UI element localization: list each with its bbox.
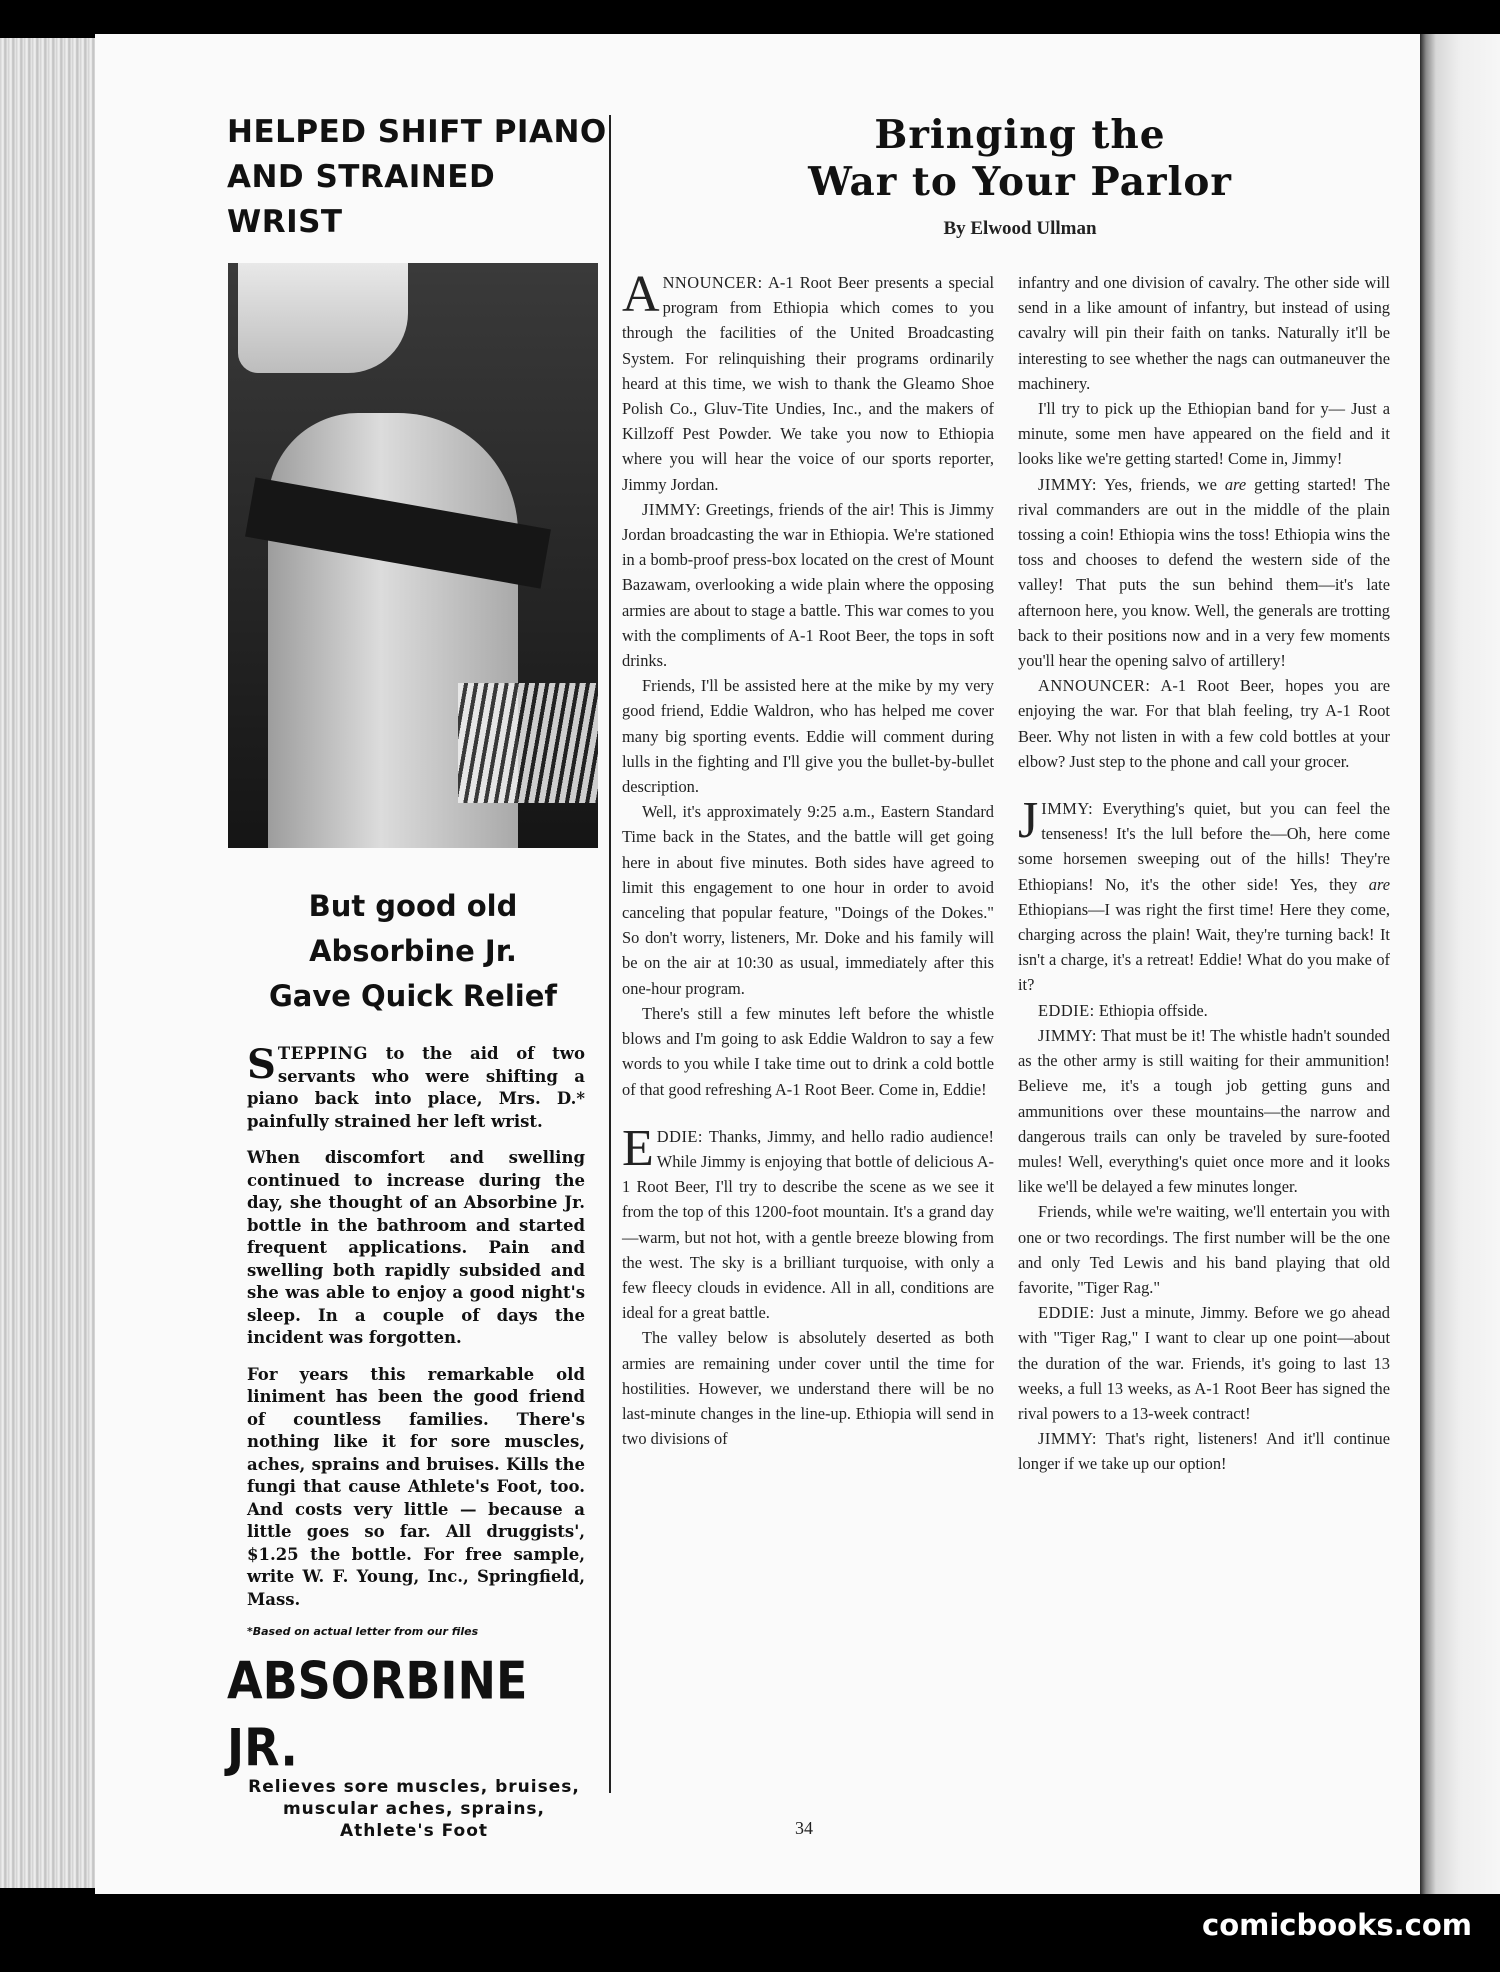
article-paragraph: EDDIE: Just a minute, Jimmy. Before we go ahead with "Tiger Rag," I want to clear up one point—about the duration of the war. Friends, it's going to last 13 weeks, a full 13 weeks, as A-1 Root Beer has signed the rival powers to a 13-week contract! <box>1018 1303 1390 1423</box>
article-column-1 <box>622 266 995 1451</box>
article-paragraph: Friends, I'll be assisted here at the mike by my very good friend, Eddie Waldron, who has helped me cover many big sporting events. Eddie will comment during lulls in the fighting and I'll give you the bullet-by-bullet description. <box>622 676 994 797</box>
ad-body <box>247 1043 585 1611</box>
article-paragraph: ANNOUNCER: A-1 Root Beer, hopes you are enjoying the war. For that blah feeling, try A-1 Root Beer. Why not listen in with a few cold bottles at your elbow? Just step to the phone and call your grocer. <box>1018 676 1390 771</box>
ad-paragraph: STEPPING to the aid of two servants who were shifting a piano back into place, Mrs. D.* painfully strained her left wrist. <box>247 1041 585 1131</box>
book-gutter <box>1420 34 1500 1894</box>
ad-sub-line1: But good old <box>308 889 518 923</box>
article-paragraph: EDDIE: Ethiopia offside. <box>1038 1000 1208 1020</box>
ad-brand-logo: ABSORBINE JR. <box>227 1650 528 1778</box>
byline: By Elwood Ullman <box>943 218 1097 239</box>
article-paragraph: JIMMY: Yes, friends, we are getting started! The rival commanders are out in the middle of the plain tossing a coin! Ethiopia wins the toss! Ethiopia wins the toss and chooses to defend the western side of the valley! That puts the sun behind them—it's late afternoon here, you know. Well, the generals are trotting back to their positions now and in a very few moments you'll hear the opening salvo of artillery! <box>1018 474 1391 671</box>
article-paragraph: I'll try to pick up the Ethiopian band for y— Just a minute, some men have appeared on the field and it looks like we're getting started! Come in, Jimmy! <box>1018 399 1390 469</box>
article-column-2 <box>1018 270 1390 1477</box>
article-paragraph: JIMMY: Everything's quiet, but you can feel the tenseness! It's the lull before the—Oh, here come some horsemen sweeping out of the hills! They're Ethiopians! No, it's the other side! Yes, they are Ethiopians—I was right the first time! Here they come, charging across the plain! Wait, they're turning back! It isn't a charge, it's a retreat! Eddie! What do you make of it? <box>1018 792 1390 995</box>
ad-paragraph: When discomfort and swelling continued to increase during the day, she thought of an Absorbine Jr. bottle in the bathroom and started frequent applications. Pain and swelling both rapidly subsided and she was able to enjoy a good night's sleep. In a couple of days the incident was forgotten. <box>247 1148 585 1347</box>
article-paragraph: EDDIE: Thanks, Jimmy, and hello radio audience! While Jimmy is enjoying that bottle of delicious A-1 Root Beer, I'll try to describe the scene as we see it from the top of this 1200-foot mountain. It's a grand day—warm, but not hot, with a gentle breeze blowing from the west. The sky is a brilliant turquoise, with only a few fleecy clouds in evidence. All in all, conditions are ideal for a great battle. <box>622 1119 994 1323</box>
article-paragraph: JIMMY: That must be it! The whistle hadn't sounded as the other army is still waiting for their ammunition! Believe me, it's a tough job getting guns and ammunitions over these mountains—the narrow and dangerous trails can only be traveled by sure-footed mules! Well, everything's quiet once more and it looks like we'll be delayed a few minutes longer. <box>1018 1025 1390 1197</box>
article-paragraph: infantry and one division of cavalry. The other side will send in a like amount of infantry, but instead of using cavalry will pin their faith on tanks. Naturally it'll be interesting to see whether the nags can outmaneuver the machinery. <box>1018 273 1390 393</box>
ad-headline-line2: AND STRAINED WRIST <box>227 159 496 240</box>
article-paragraph: ANNOUNCER: A-1 Root Beer presents a special program from Ethiopia which comes to you through the facilities of the United Broadcasting System. For relinquishing their programs ordinarily heard at this time, we wish to thank the Gleamo Shoe Polish Co., Gluv-Tite Undies, Inc., and the makers of Killzoff Pest Powder. We take you now to Ethiopia where you will hear the voice of our sports reporter, Jimmy Jordan. <box>622 266 994 494</box>
drop-cap: A <box>622 266 660 323</box>
column-divider <box>609 115 611 1793</box>
ad-subheadline <box>228 884 598 1019</box>
ad-headline-line1: HELPED SHIFT PIANO <box>227 114 607 150</box>
article-paragraph: Friends, while we're waiting, we'll entertain you with one or two recordings. The first number will be the one and only Ted Lewis and his band playing that old favorite, "Tiger Rag." <box>1018 1202 1390 1297</box>
article-paragraph: Well, it's approximately 9:25 a.m., Eastern Standard Time back in the States, and the battle will get going here in about five minutes. Both sides have agreed to limit this engagement to one hour in order to avoid canceling that popular feature, "Doings of the Dokes." So don't worry, listeners, Mr. Doke and his family will be on the air at 10:30 as usual, immediately after this one-hour program. <box>622 802 994 998</box>
ad-headline <box>227 110 610 245</box>
ad-sub-line3: Gave Quick Relief <box>268 979 558 1013</box>
article-title: Bringing the War to Your Parlor <box>808 112 1232 205</box>
page-number: 34 <box>795 1818 813 1838</box>
drop-cap: E <box>622 1119 654 1177</box>
page-stack-edges <box>0 38 110 1888</box>
ad-footnote: *Based on actual letter from our files <box>247 1625 479 1638</box>
article-paragraph: The valley below is absolutely deserted as both armies are remaining under cover until the time for hostilities. However, we understand there will be no last-minute changes in the line-up. Ethiopia will send in two divisions of <box>622 1328 994 1449</box>
ad-tagline: Relieves sore muscles, bruises, muscular aches, sprains, Athlete's Foot <box>248 1777 580 1841</box>
absorbine-ad <box>132 110 610 1842</box>
ad-photo <box>228 263 598 848</box>
drop-cap: J <box>1018 792 1039 850</box>
article-paragraph: There's still a few minutes left before the whistle blows and I'm going to ask Eddie Waldron to say a few words to you while I take time out to drink a cold bottle of that good refreshing A-1 Root Beer. Come in, Eddie! <box>622 1003 994 1099</box>
article-paragraph: JIMMY: That's right, listeners! And it'll continue longer if we take up our option! <box>1018 1429 1390 1474</box>
ad-drop-cap: S <box>247 1041 276 1088</box>
article-paragraph: JIMMY: Greetings, friends of the air! This is Jimmy Jordan broadcasting the war in Ethiopia. We're stationed in a bomb-proof press-box located on the crest of Mount Bazawam, overlooking a wide plain where the opposing armies are about to stage a battle. This war comes to you with the compliments of A-1 Root Beer, the tops in soft drinks. <box>622 499 995 671</box>
ad-sub-line2: Absorbine Jr. <box>309 934 517 968</box>
ad-paragraph: For years this remarkable old liniment has been the good friend of countless families. There's nothing like it for sore muscles, aches, sprains and bruises. Kills the fungi that cause Athlete's Foot, too. And costs very little — because a little goes so far. All druggists', $1.25 the bottle. For free sample, write W. F. Young, Inc., Springfield, Mass. <box>247 1364 585 1609</box>
watermark: comicbooks.com <box>1202 1908 1472 1942</box>
